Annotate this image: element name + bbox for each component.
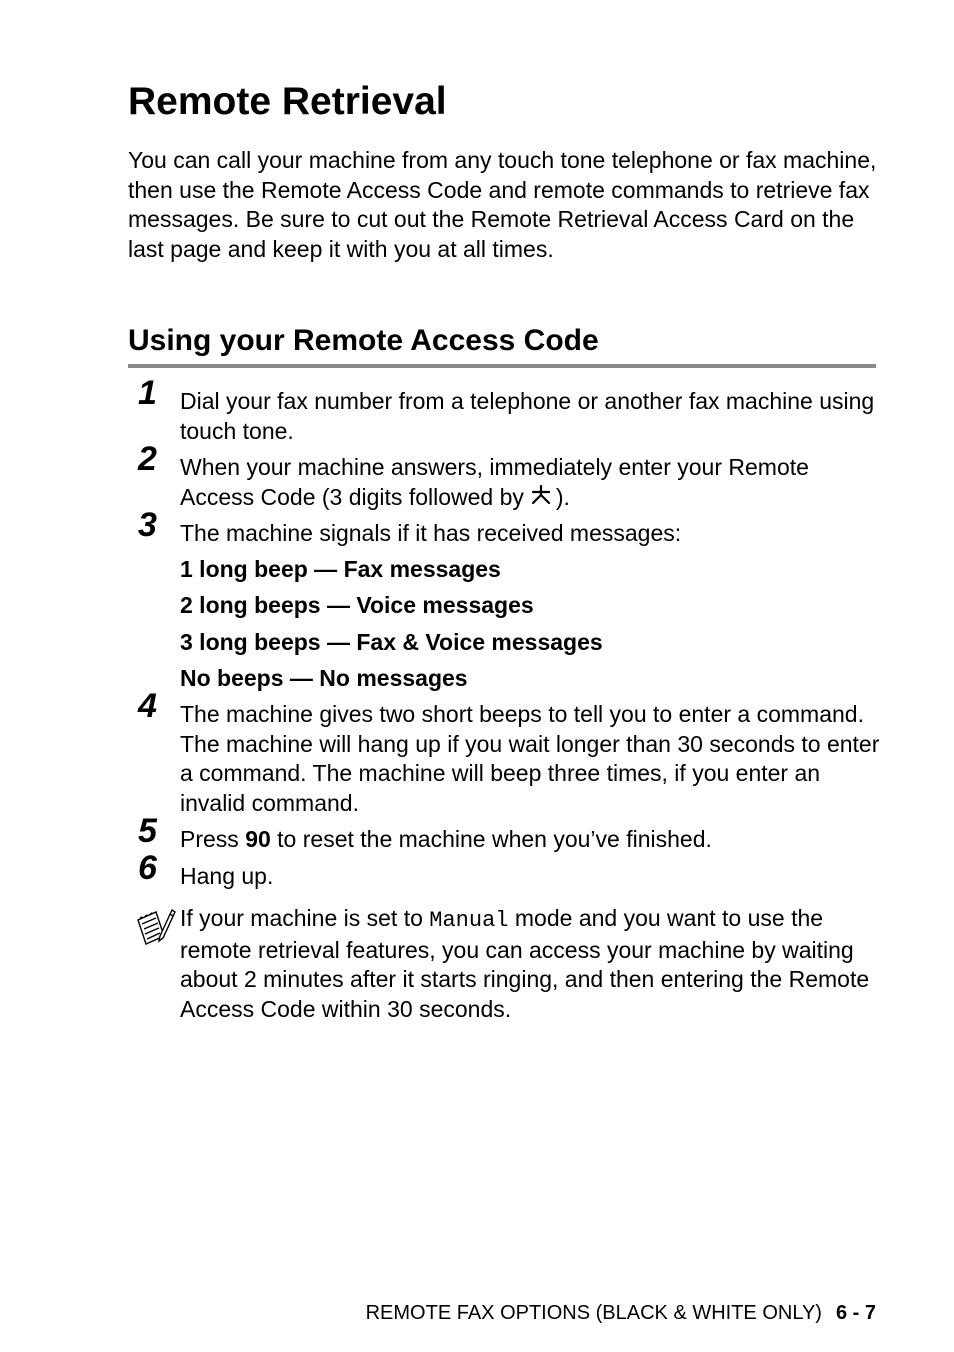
step-text: Press: [180, 826, 239, 852]
step-number: 2: [138, 440, 157, 478]
star-key-icon: [530, 484, 552, 514]
step-text-end: ).: [555, 483, 570, 510]
step-number: 6: [138, 849, 157, 887]
step-number: 1: [138, 374, 157, 412]
beep-signal-item: 2 long beeps — Voice messages: [180, 592, 534, 618]
step-4: [138, 687, 880, 818]
key-code: 90: [245, 826, 271, 852]
step-number: 4: [138, 687, 157, 725]
step-text: Hang up.: [180, 863, 274, 889]
step-text-end: to reset the machine when you’ve finished.: [277, 826, 712, 852]
note-text-start: If your machine is set to: [180, 905, 423, 931]
section-divider: [128, 364, 876, 368]
step-text: When your machine answers, immediately enter your Remote Access Code (3 digits followed by: [180, 454, 809, 510]
note-text-end: mode and you want to use the remote retrieval features, you can access your machine by waiting about 2 minutes after it starts ringing, and then entering the Remote Access Code within 30 seconds.: [180, 905, 870, 1022]
beep-signal-item: No beeps — No messages: [180, 665, 468, 691]
section-title: Using your Remote Access Code: [128, 324, 599, 357]
footer-chapter: REMOTE FAX OPTIONS (BLACK & WHITE ONLY): [365, 1302, 822, 1324]
step-5: [138, 812, 880, 855]
step-3: [138, 506, 880, 549]
beep-signal-item: 1 long beep — Fax messages: [180, 556, 501, 582]
step-2: [138, 440, 880, 513]
step-text: Dial your fax number from a telephone or another fax machine using touch tone.: [180, 388, 875, 444]
step-number: 5: [138, 812, 157, 850]
intro-paragraph: You can call your machine from any touch tone telephone or fax machine, then use the Remote Access Code and remote commands to retrieve fax messages. Be sure to cut out the Remote Retrieval Access Card on the last page and keep it with you at all times.: [128, 147, 877, 262]
note-pencil-icon: [134, 906, 176, 950]
note-text: [180, 904, 880, 1024]
mode-name: Manual: [429, 908, 509, 933]
step-number: 3: [138, 506, 157, 544]
step-text: The machine signals if it has received messages:: [180, 520, 682, 546]
page-title: Remote Retrieval: [128, 80, 447, 123]
beep-signal-item: 3 long beeps — Fax & Voice messages: [180, 629, 603, 655]
page-footer: [366, 1300, 876, 1326]
page-number: 6 - 7: [835, 1302, 876, 1324]
step-text: The machine gives two short beeps to tell you to enter a command. The machine will hang up if you wait longer than 30 seconds to enter a command. The machine will beep three times, if you enter an invalid command.: [180, 701, 880, 816]
step-6: [138, 849, 880, 892]
step-1: [138, 374, 880, 446]
